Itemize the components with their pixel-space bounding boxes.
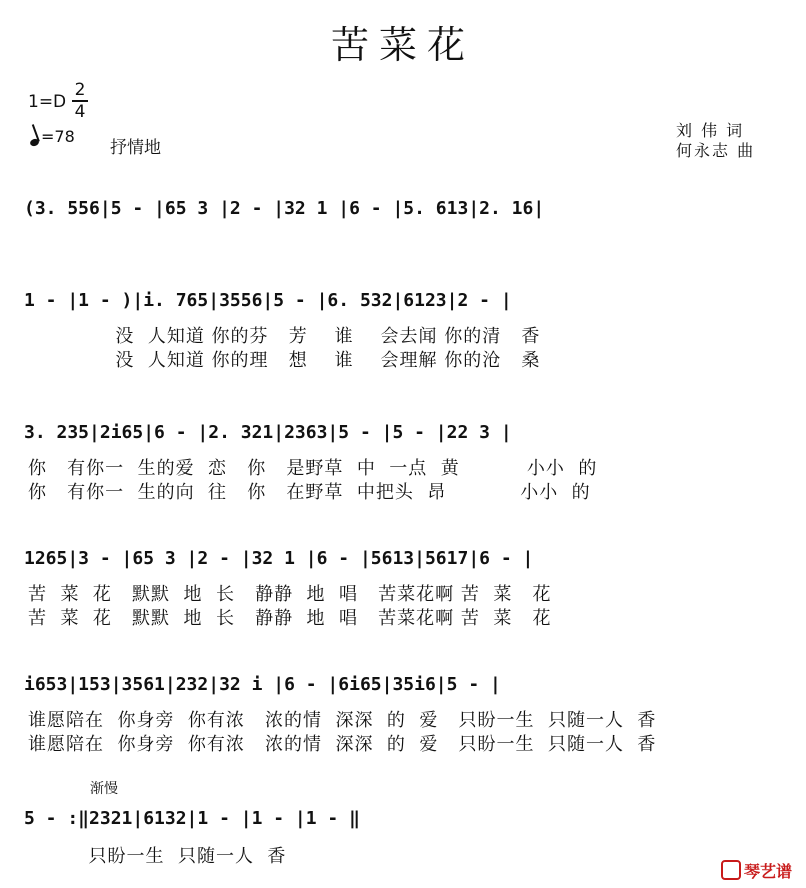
tempo-change-mark: 渐慢: [90, 781, 118, 797]
expression-mark: 抒情地: [110, 138, 161, 158]
logo-icon: [721, 860, 741, 880]
lyric-6: 只盼一生 只随一人 香: [28, 846, 287, 867]
composer-credit: 何永志 曲: [676, 141, 756, 160]
watermark-logo: [721, 859, 792, 882]
lyric-3a: 你 有你一 生的爱 恋 你 是野草 中 一点 黄 小小 的: [28, 458, 598, 479]
score-line-2: 1 - |1 - )|i. 765|3556|5 - |6. 532|6123|2 - |: [24, 290, 512, 311]
time-signature: [72, 80, 88, 122]
lyric-5b: 谁愿陪在 你身旁 你有浓 浓的情 深深 的 爱 只盼一生 只随一人 香: [28, 734, 657, 755]
time-bottom: 4: [74, 102, 86, 122]
quarter-note-icon: [29, 138, 40, 148]
song-title: 苦菜花: [330, 23, 475, 67]
score-line-3: 3. 235|2i65|6 - |2. 321|2363|5 - |5 - |22 3 |: [24, 422, 512, 443]
score-line-4: 1265|3 - |65 3 |2 - |32 1 |6 - |5613|5617|6 - |: [24, 548, 534, 569]
tempo-marking: [30, 127, 75, 146]
watermark-text: 琴艺谱: [743, 862, 792, 881]
lyric-4b: 苦 菜 花 默默 地 长 静静 地 唱 苦菜花啊 苦 菜 花: [28, 608, 552, 629]
lyricist-credit: 刘 伟 词: [676, 121, 745, 140]
lyric-4a: 苦 菜 花 默默 地 长 静静 地 唱 苦菜花啊 苦 菜 花: [28, 584, 552, 605]
lyric-2b: 没 人知道 你的理 想 谁 会理解 你的沧 桑: [28, 350, 541, 371]
score-line-1: (3. 556|5 - |65 3 |2 - |32 1 |6 - |5. 613|2. 16|: [24, 198, 545, 219]
lyric-3b: 你 有你一 生的向 往 你 在野草 中把头 昂 小小 的: [28, 482, 591, 503]
score-line-5: i653|153|3561|232|32 i |6 - |6i65|35i6|5 - |: [24, 674, 501, 695]
time-top: 2: [74, 80, 86, 100]
lyric-5a: 谁愿陪在 你身旁 你有浓 浓的情 深深 的 爱 只盼一生 只随一人 香: [28, 710, 657, 731]
key-signature: 1=D: [28, 92, 67, 112]
tempo-value: =78: [41, 127, 75, 146]
lyric-2a: 没 人知道 你的芬 芳 谁 会去闻 你的清 香: [28, 326, 541, 347]
score-line-6: 5 - :‖2321|6132|1 - |1 - |1 - ‖: [24, 808, 360, 829]
